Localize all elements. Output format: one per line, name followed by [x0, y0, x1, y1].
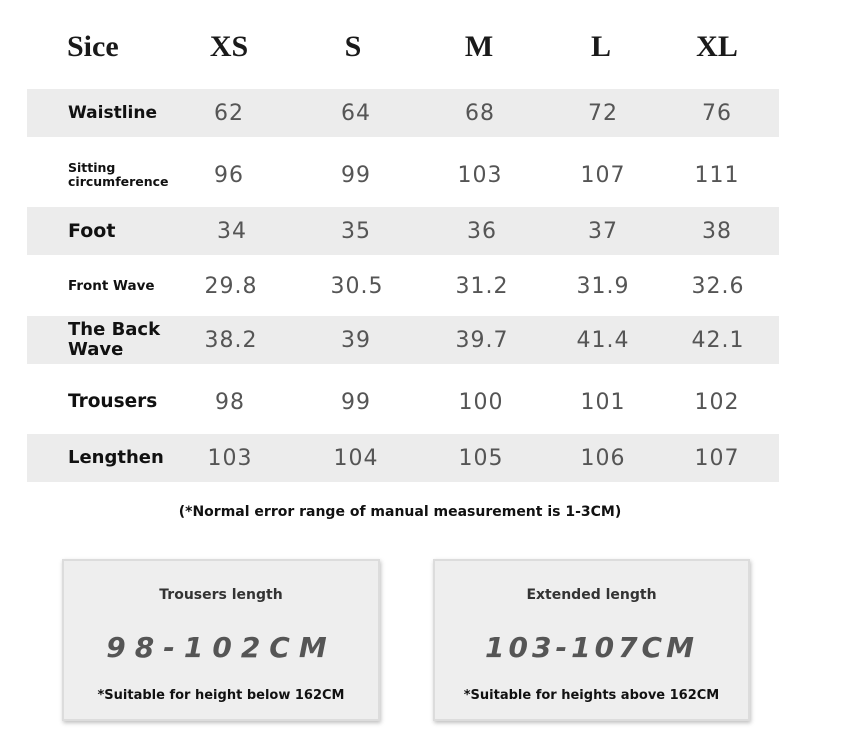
row-label: Foot — [68, 219, 116, 242]
cell-m: 36 — [467, 218, 497, 244]
cell-m: 103 — [457, 162, 503, 188]
cell-s: 104 — [333, 445, 379, 471]
cell-xs: 29.8 — [204, 273, 258, 299]
cell-l: 72 — [588, 100, 618, 126]
cell-s: 39 — [341, 327, 371, 353]
header-size-m: M — [464, 30, 494, 63]
cell-s: 99 — [341, 162, 371, 188]
header-size-s: S — [344, 30, 362, 63]
cell-xl: 76 — [702, 100, 732, 126]
cell-xl: 38 — [702, 218, 732, 244]
box-range: 103-107CM — [485, 631, 698, 664]
header-size-xl: XL — [696, 30, 738, 63]
cell-s: 35 — [341, 218, 371, 244]
size-header-row — [0, 22, 864, 72]
cell-l: 107 — [580, 162, 626, 188]
row-label: Front Wave — [68, 277, 155, 294]
table-row-front-wave — [27, 262, 779, 310]
cell-m: 39.7 — [455, 327, 509, 353]
trousers-length-box — [62, 559, 380, 721]
row-label: Waistline — [68, 102, 157, 123]
cell-xs: 34 — [217, 218, 247, 244]
box-note: *Suitable for height below 162CM — [97, 688, 345, 703]
cell-xs: 103 — [207, 445, 253, 471]
cell-l: 41.4 — [576, 327, 630, 353]
table-row-foot — [27, 207, 779, 255]
cell-xl: 111 — [694, 162, 740, 188]
header-label: Sice — [67, 30, 119, 63]
box-range: 98-102CM — [106, 631, 336, 664]
cell-xl: 107 — [694, 445, 740, 471]
box-note: *Suitable for heights above 162CM — [463, 688, 720, 703]
cell-s: 64 — [341, 100, 371, 126]
cell-m: 31.2 — [455, 273, 509, 299]
cell-xl: 42.1 — [691, 327, 745, 353]
row-label: Sitting circumference — [68, 160, 169, 189]
box-title: Extended length — [526, 587, 657, 603]
measurement-error-note: (*Normal error range of manual measurement is 1-3CM) — [178, 504, 622, 520]
cell-s: 99 — [341, 389, 371, 415]
cell-l: 106 — [580, 445, 626, 471]
cell-s: 30.5 — [330, 273, 384, 299]
row-label: Trousers — [68, 390, 158, 412]
box-title: Trousers length — [159, 587, 283, 603]
table-row-sitting-circumference — [27, 150, 779, 200]
cell-xs: 96 — [214, 162, 244, 188]
table-row-waistline — [27, 89, 779, 137]
row-label: The Back Wave — [68, 319, 161, 360]
cell-xl: 102 — [694, 389, 740, 415]
cell-l: 37 — [588, 218, 618, 244]
cell-l: 31.9 — [576, 273, 630, 299]
cell-xs: 38.2 — [204, 327, 258, 353]
cell-m: 100 — [458, 389, 504, 415]
table-row-trousers — [27, 377, 779, 427]
cell-xl: 32.6 — [691, 273, 745, 299]
table-row-lengthen — [27, 434, 779, 482]
extended-length-box — [433, 559, 750, 721]
cell-m: 105 — [458, 445, 504, 471]
cell-xs: 62 — [214, 100, 244, 126]
header-size-l: L — [590, 30, 611, 63]
cell-l: 101 — [580, 389, 626, 415]
cell-m: 68 — [465, 100, 495, 126]
header-size-xs: XS — [209, 30, 249, 63]
row-label: Lengthen — [68, 447, 164, 469]
cell-xs: 98 — [215, 389, 245, 415]
table-row-back-wave — [27, 316, 779, 364]
